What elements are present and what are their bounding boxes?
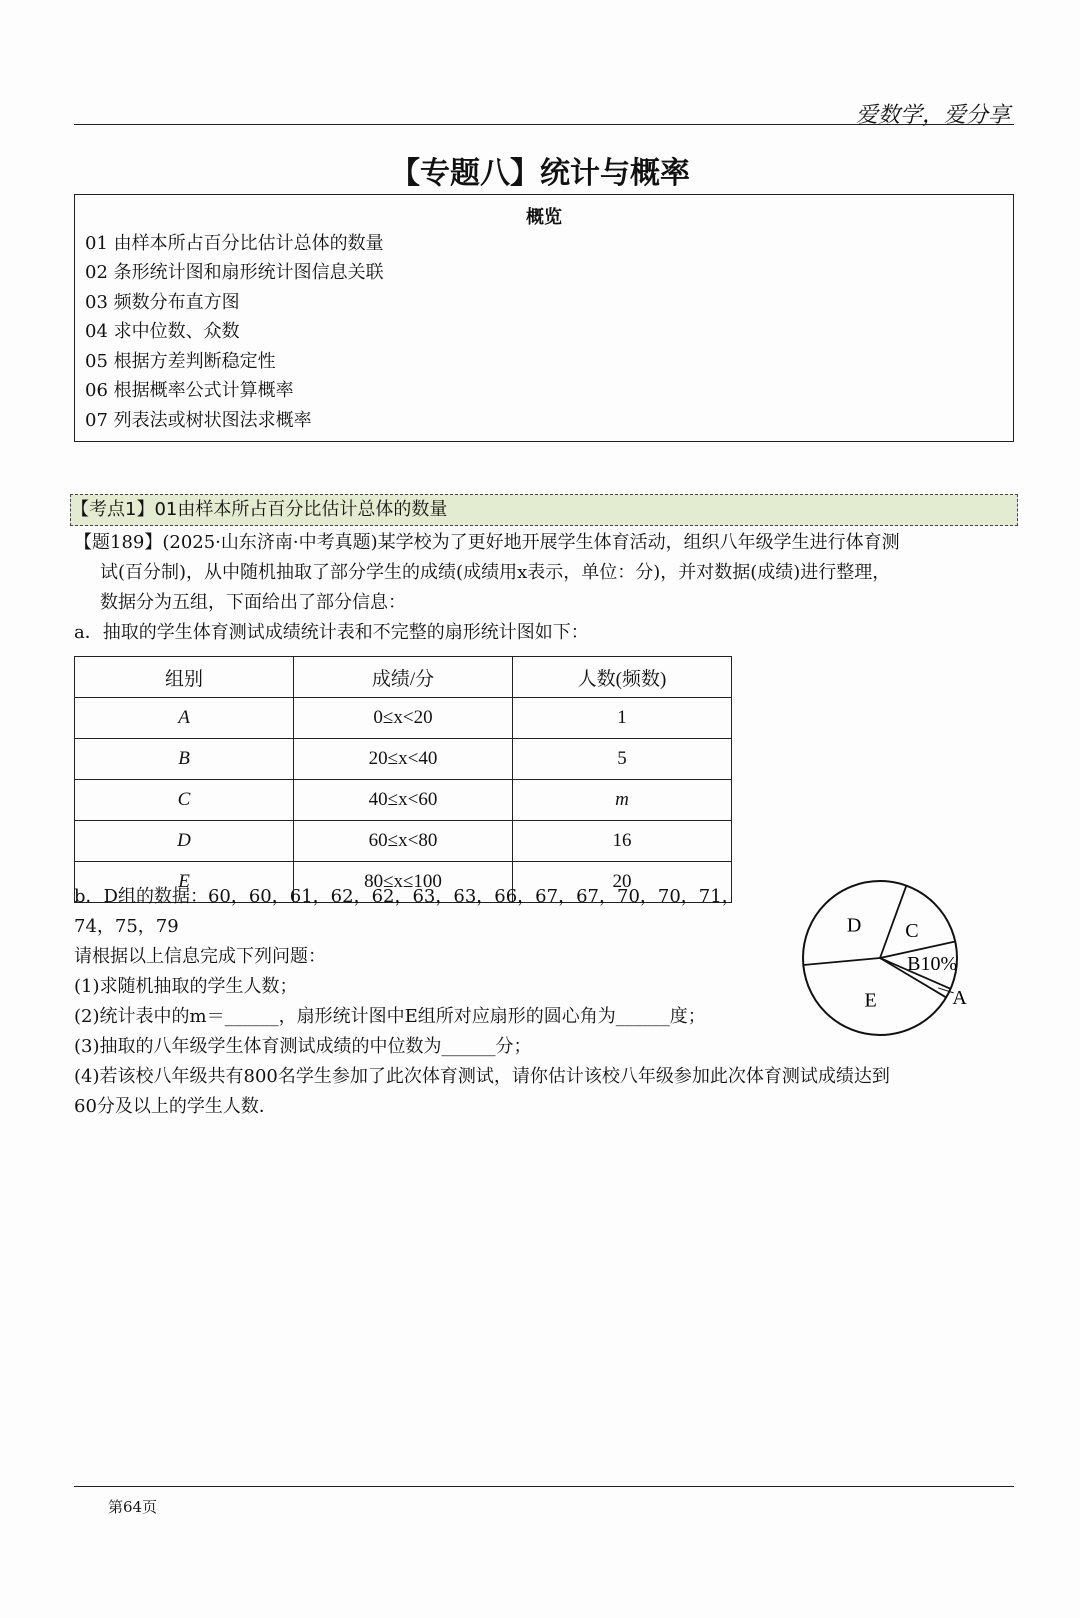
- pie-label: B10%: [907, 953, 958, 976]
- header-rule: [74, 124, 1014, 125]
- overview-item: 03 频数分布直方图: [85, 292, 240, 313]
- table-cell: 80≤x≤100: [294, 862, 513, 903]
- table-cell: m: [513, 780, 732, 821]
- question-part: (2)统计表中的m＝______，扇形统计图中E组所对应扇形的圆心角为______度；: [74, 1006, 706, 1027]
- pie-label: C: [905, 920, 919, 943]
- table-cell: C: [75, 780, 294, 821]
- table-cell: 1: [513, 698, 732, 739]
- page-number: 第64页: [108, 1498, 158, 1516]
- overview-item: 05 根据方差判断稳定性: [85, 351, 276, 372]
- overview-title: 概览: [526, 207, 562, 228]
- overview-item: 04 求中位数、众数: [85, 321, 240, 342]
- table-cell: E: [75, 862, 294, 903]
- section-heading: 【考点1】01由样本所占百分比估计总体的数量: [70, 494, 1018, 526]
- pie-slice-boundary: [803, 958, 880, 965]
- score-table: [74, 656, 732, 903]
- data-line: 74，75，79: [74, 916, 179, 937]
- table-cell: 5: [513, 739, 732, 780]
- table-cell: 0≤x<20: [294, 698, 513, 739]
- table-cell: B: [75, 739, 294, 780]
- table-cell: 20≤x<40: [294, 739, 513, 780]
- pie-slice-boundary: [880, 886, 906, 958]
- table-cell: 16: [513, 821, 732, 862]
- page-title: 【专题八】统计与概率: [390, 156, 690, 191]
- question-line: a．抽取的学生体育测试成绩统计表和不完整的扇形统计图如下：: [74, 622, 589, 643]
- table-cell: 40≤x<60: [294, 780, 513, 821]
- data-line: b．D组的数据：60，60，61，62，62，63，63，66，67，67，70，70，71，: [74, 886, 740, 907]
- overview-item: 02 条形统计图和扇形统计图信息关联: [85, 262, 384, 283]
- question-part: (3)抽取的八年级学生体育测试成绩的中位数为______分；: [74, 1036, 532, 1057]
- table-header: 组别: [75, 657, 294, 698]
- overview-item: 07 列表法或树状图法求概率: [85, 410, 312, 431]
- question-part: 60分及以上的学生人数．: [74, 1096, 277, 1117]
- question-part: (4)若该校八年级共有800名学生参加了此次体育测试，请你估计该校八年级参加此次体育测试成绩达到: [74, 1066, 890, 1087]
- prompt: 请根据以上信息完成下列问题：: [74, 946, 326, 967]
- table-cell: 60≤x<80: [294, 821, 513, 862]
- question-line: 试(百分制)，从中随机抽取了部分学生的成绩(成绩用x表示，单位：分)，并对数据(成绩)进行整理，: [100, 562, 891, 583]
- overview-item: 01 由样本所占百分比估计总体的数量: [85, 233, 384, 254]
- pie-label: A: [952, 986, 967, 1009]
- overview-item: 06 根据概率公式计算概率: [85, 380, 294, 401]
- table-header: 人数(频数): [513, 657, 732, 698]
- question-part: (1)求随机抽取的学生人数；: [74, 976, 298, 997]
- question-line: 【题189】(2025·山东济南·中考真题)某学校为了更好地开展学生体育活动，组织八年级学生进行体育测: [74, 532, 900, 553]
- pie-label: E: [864, 989, 877, 1012]
- table-header: 成绩/分: [294, 657, 513, 698]
- table-cell: 20: [513, 862, 732, 903]
- footer-rule: [74, 1486, 1014, 1487]
- pie-chart: [790, 870, 990, 1050]
- table-cell: A: [75, 698, 294, 739]
- brand-slogan: 爱数学，爱分享: [855, 103, 1010, 128]
- question-line: 数据分为五组，下面给出了部分信息：: [100, 592, 406, 613]
- overview-box: [74, 194, 1014, 442]
- pie-label: D: [846, 914, 862, 937]
- table-cell: D: [75, 821, 294, 862]
